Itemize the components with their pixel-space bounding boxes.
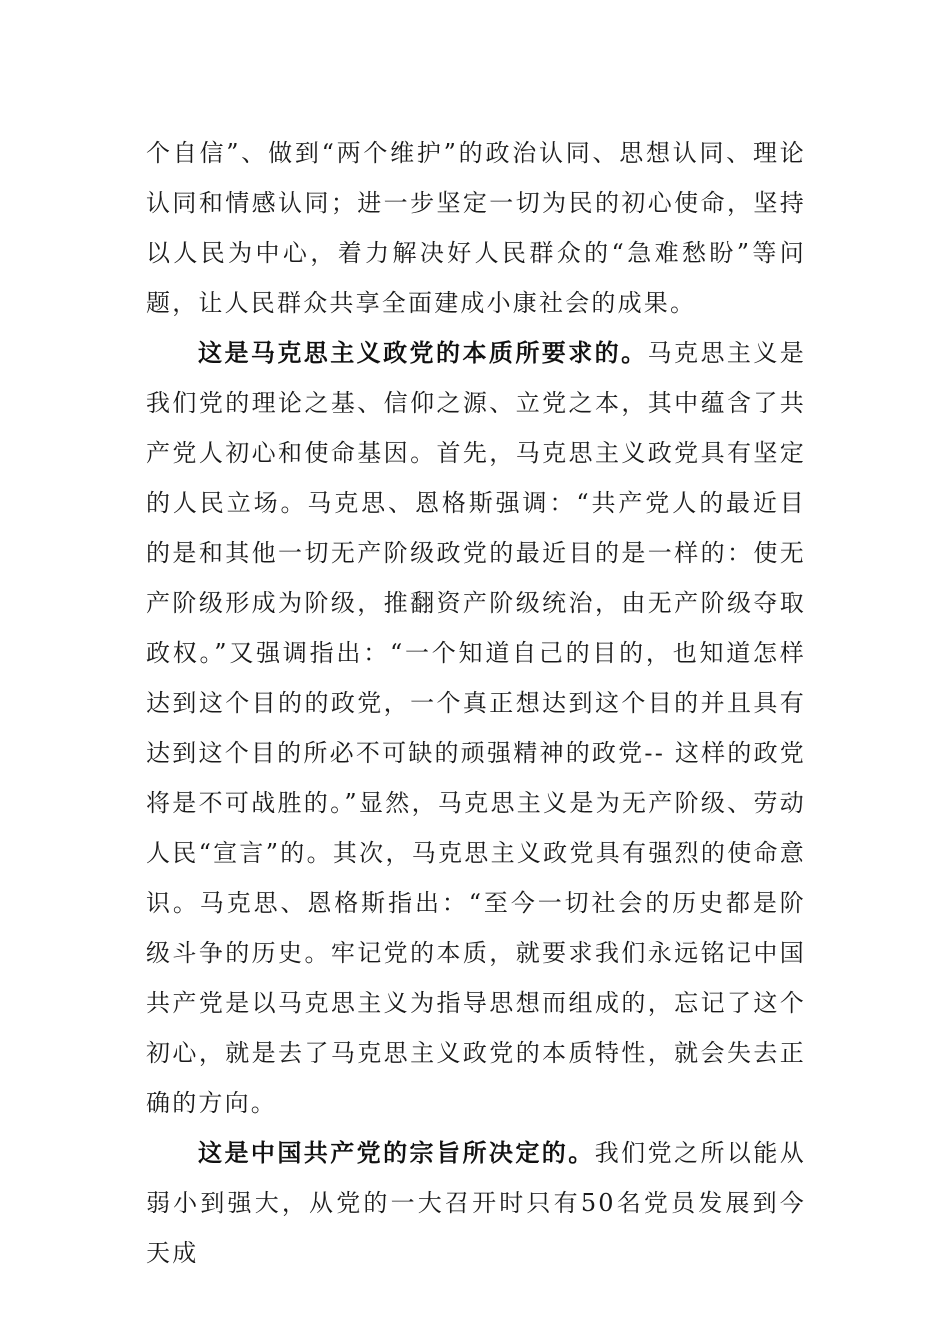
paragraph-party-purpose: [146, 1128, 806, 1278]
paragraph-body: 个自信”、做到“两个维护”的政治认同、思想认同、理论认同和情感认同；进一步坚定一切为民的初心使命，坚持以人民为中心，着力解决好人民群众的“急难愁盼”等问题，让人民群众共享全面建成小康社会的成果。: [146, 139, 806, 317]
document-body: [146, 128, 806, 1278]
paragraph-lead-bold: 这是中国共产党的宗旨所决定的。: [198, 1138, 595, 1167]
paragraph-continuation: [146, 128, 806, 328]
paragraph-lead-bold: 这是马克思主义政党的本质所要求的。: [198, 338, 648, 367]
paragraph-marxist-party-essence: [146, 328, 806, 1128]
paragraph-body: 我们党之所以能从弱小到强大，从党的一大召开时只有50名党员发展到今天成: [146, 1139, 807, 1267]
paragraph-body: 马克思主义是我们党的理论之基、信仰之源、立党之本，其中蕴含了共产党人初心和使命基因。首先，马克思主义政党具有坚定的人民立场。马克思、恩格斯强调：“共产党人的最近目的是和其他一切无产阶级政党的最近目的是一样的：使无产阶级形成为阶级，推翻资产阶级统治，由无产阶级夺取政权。”又强调指出：“一个知道自己的目的，也知道怎样达到这个目的的政党，一个真正想达到这个目的并且具有达到这个目的所必不可缺的顽强精神的政党-- 这样的政党将是不可战胜的。”显然，马克思主义是为无产阶级、劳动人民“宣言”的。其次，马克思主义政党具有强烈的使命意识。马克思、恩格斯指出：“至今一切社会的历史都是阶级斗争的历史。牢记党的本质，就要求我们永远铭记中国共产党是以马克思主义为指导思想而组成的，忘记了这个初心，就是去了马克思主义政党的本质特性，就会失去正确的方向。: [146, 339, 807, 1117]
